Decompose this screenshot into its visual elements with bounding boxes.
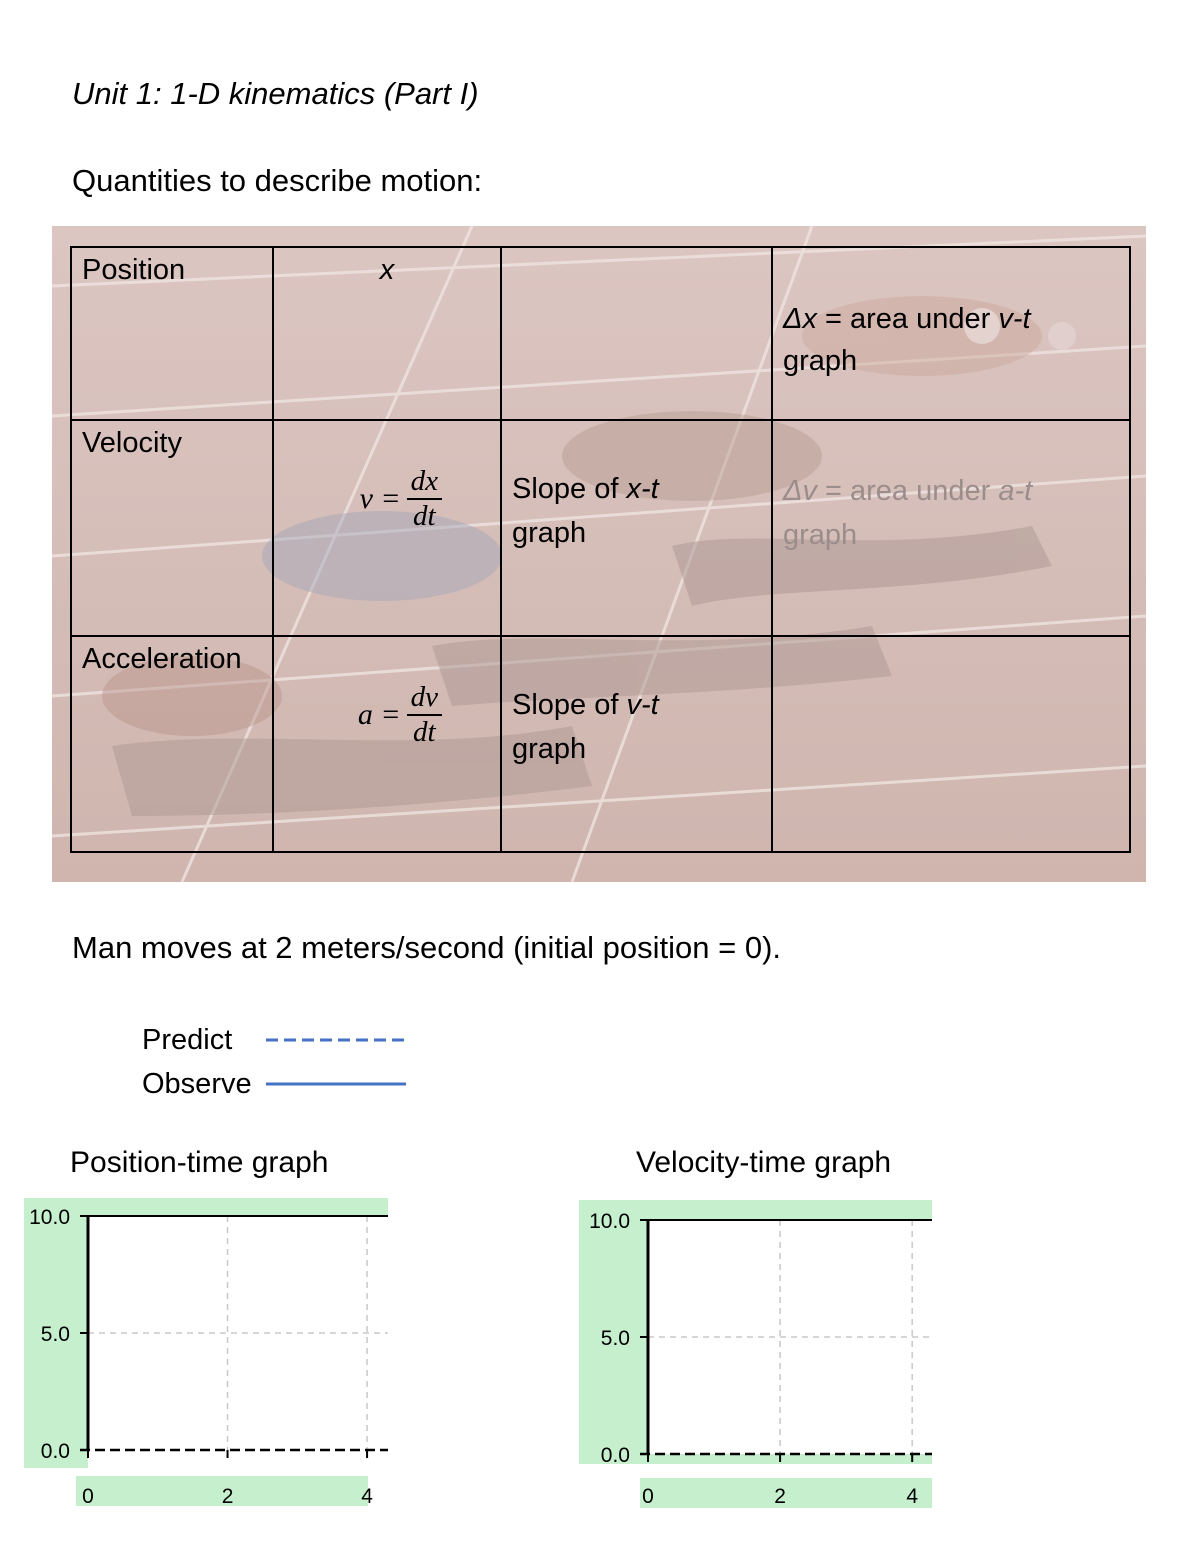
section-heading: Quantities to describe motion: [72,163,483,198]
y-tick-label: 0.0 [40,1440,70,1463]
eq-lhs: a = [357,698,401,731]
y-tick-label: 0.0 [600,1444,630,1467]
eq-lhs: v = [359,482,401,515]
position-time-graph[interactable] [20,1198,400,1510]
fraction [407,465,442,533]
cell-quantity [71,247,273,420]
y-tick-label: 10.0 [589,1210,630,1233]
page-title: Unit 1: 1-D kinematics (Part I) [72,76,479,111]
slope-text [502,248,771,260]
slope-suffix: graph [512,517,587,549]
area-text [773,248,1129,388]
quantity-label: Position [82,254,186,286]
legend-observe-label: Observe [142,1067,252,1100]
cell-slope [501,420,772,636]
cell-definition [273,420,501,636]
top-band [88,1198,388,1216]
x-tick-label: 2 [221,1485,234,1508]
slope-text [502,637,771,777]
x-tick-label: 0 [642,1485,654,1508]
quantity-label: Acceleration [82,643,242,675]
legend-observe [142,1062,406,1106]
solid-line-icon [266,1081,406,1087]
velocity-time-graph[interactable] [576,1198,940,1510]
velocity-graph-title: Velocity-time graph [636,1146,892,1179]
velocity-equation [360,465,442,533]
dashed-line-icon [266,1037,406,1043]
area-var: v-t [998,303,1031,335]
table-row-velocity [71,420,1130,636]
y-tick-label: 10.0 [29,1206,70,1229]
slope-phrase: Slope of [512,473,627,505]
quantity-label: Velocity [82,427,182,459]
area-delta: Δv [783,475,817,507]
x-tick-label: 4 [361,1485,373,1508]
area-suffix: graph [783,345,858,377]
x-axis-band [640,1478,932,1508]
cell-quantity [71,636,273,852]
table-row-position [71,247,1130,420]
slope-phrase: Slope of [512,689,627,721]
fraction-denominator: dt [413,500,436,532]
fraction-numerator: dx [407,465,442,500]
cell-slope [501,636,772,852]
area-phrase: = area under [816,303,999,335]
x-tick-label: 2 [774,1485,786,1508]
plot-area [648,1220,932,1454]
kinematics-table [70,246,1131,853]
table-row-acceleration [71,636,1130,852]
slope-suffix: graph [512,733,587,765]
area-phrase: = area under [816,475,999,507]
y-tick-label: 5.0 [600,1327,630,1350]
cell-slope [501,247,772,420]
y-tick-label: 5.0 [40,1323,70,1346]
cell-definition [273,636,501,852]
slope-var: v-t [626,689,659,721]
cell-area [772,420,1130,636]
area-text [773,421,1129,563]
cell-quantity [71,420,273,636]
acceleration-equation [358,681,442,749]
legend [142,1018,406,1106]
cell-area [772,636,1130,852]
position-graph-title: Position-time graph [70,1146,329,1179]
legend-predict [142,1018,406,1062]
x-tick-label: 4 [906,1485,919,1508]
area-delta: Δx [783,303,817,335]
cell-area [772,247,1130,420]
slope-var: x-t [626,473,659,505]
position-symbol: x [379,254,395,286]
problem-statement: Man moves at 2 meters/second (initial position = 0). [72,930,782,965]
x-tick-label: 0 [82,1485,94,1508]
fraction-denominator: dt [413,716,436,748]
fraction [407,681,442,749]
cell-definition [273,247,501,420]
fraction-numerator: dv [407,681,442,716]
area-suffix: graph [783,519,858,551]
slope-text [502,421,771,561]
legend-predict-label: Predict [142,1023,233,1056]
area-var: a-t [998,475,1033,507]
